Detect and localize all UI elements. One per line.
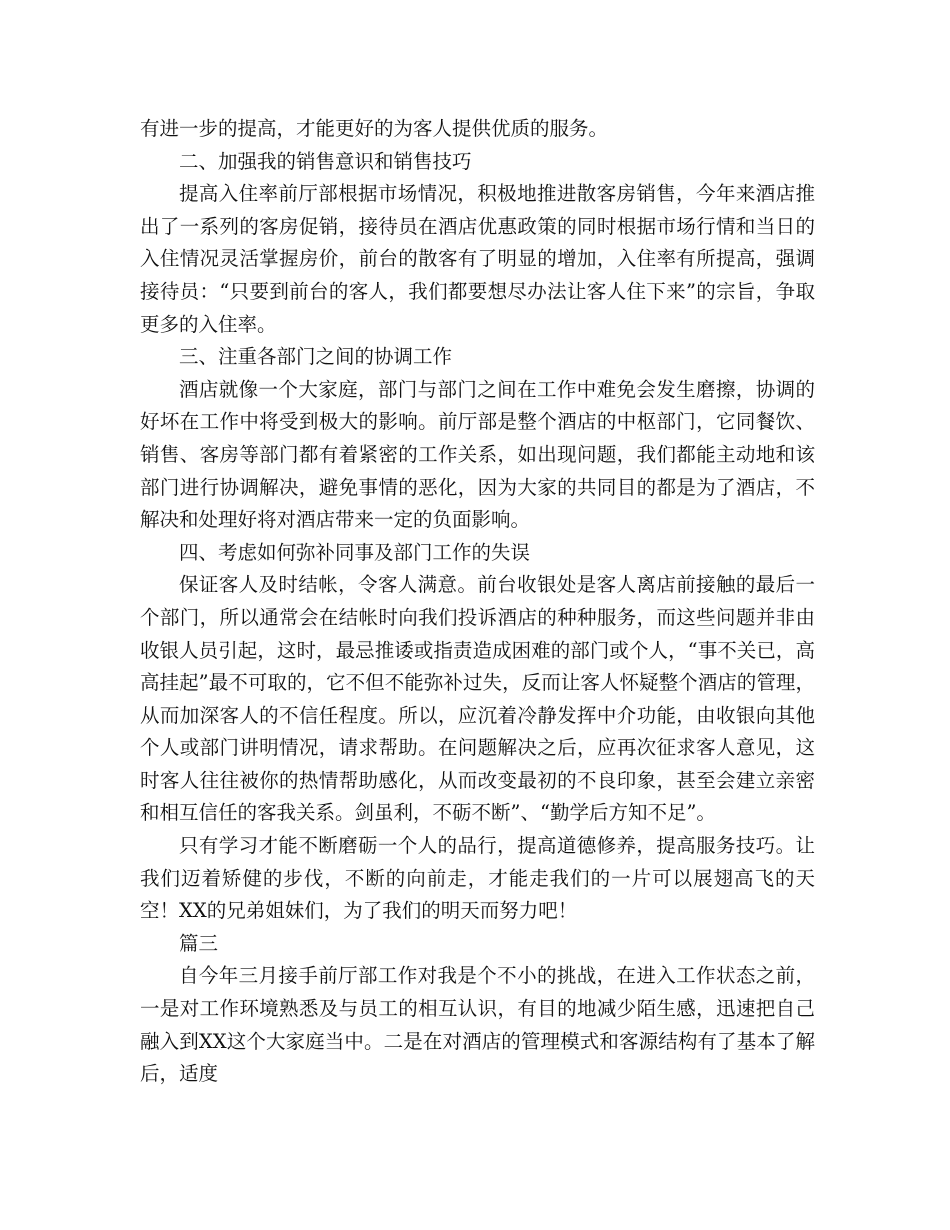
part-heading: 篇三 bbox=[179, 931, 219, 955]
section-heading: 四、考虑如何弥补同事及部门工作的失误 bbox=[179, 540, 531, 564]
paragraph: 有进一步的提高，才能更好的为客人提供优质的服务。 bbox=[140, 117, 609, 140]
paragraph: 酒店就像一个大家庭，部门与部门之间在工作中难免会发生磨擦，协调的好坏在工作中将受到极大的影响。前厅部是整个酒店的中枢部门，它同餐饮、销售、客房等部门都有着紧密的工作关系，如出现问题，我们都能主动地和该部门进行协调解决，避免事情的恶化，因为大家的共同目的都是为了酒店，不解决和处理好将对酒店带来一定的负面影响。 bbox=[140, 377, 815, 532]
paragraph: 保证客人及时结帐，令客人满意。前台收银处是客人离店前接触的最后一个部门，所以通常会在结帐时向我们投诉酒店的种种服务，而这些问题并非由收银人员引起，这时，最忌推诿或指责造成困难的部门或个人，“事不关已，高高挂起”最不可取的，它不但不能弥补过失，反而让客人怀疑整个酒店的管理，从而加深客人的不信任程度。所以，应沉着冷静发挥中介功能，由收银向其他个人或部门讲明情况，请求帮助。在问题解决之后，应再次征求客人意见，这时客人往往被你的热情帮助感化，从而改变最初的不良印象，甚至会建立亲密和相互信任的客我关系。剑虽利，不砺不断”、“勤学后方知不足”。 bbox=[140, 573, 815, 825]
section-heading: 二、加强我的销售意识和销售技巧 bbox=[179, 149, 472, 173]
paragraph: 只有学习才能不断磨砺一个人的品行，提高道德修养，提高服务技巧。让我们迈着矫健的步伐，不断的向前走，才能走我们的一片可以展翅高飞的天空！XX的兄弟姐妹们，为了我们的明天而努力吧！ bbox=[140, 834, 815, 923]
paragraph: 提高入住率前厅部根据市场情况，积极地推进散客房销售，今年来酒店推出了一系列的客房促销，接待员在酒店优惠政策的同时根据市场行情和当日的入住情况灵活掌握房价，前台的散客有了明显的增加，入住率有所提高，强调接待员：“只要到前台的客人，我们都要想尽办法让客人住下来”的宗旨，争取更多的入住率。 bbox=[140, 182, 815, 336]
section-heading: 三、注重各部门之间的协调工作 bbox=[179, 345, 453, 369]
paragraph: 自今年三月接手前厅部工作对我是个不小的挑战，在进入工作状态之前，一是对工作环境熟悉及与员工的相互认识，有目的地减少陌生感，迅速把自己融入到XX这个大家庭当中。二是在对酒店的管理模式和客源结构有了基本了解后，适度 bbox=[140, 964, 815, 1086]
document-body bbox=[140, 113, 815, 1091]
